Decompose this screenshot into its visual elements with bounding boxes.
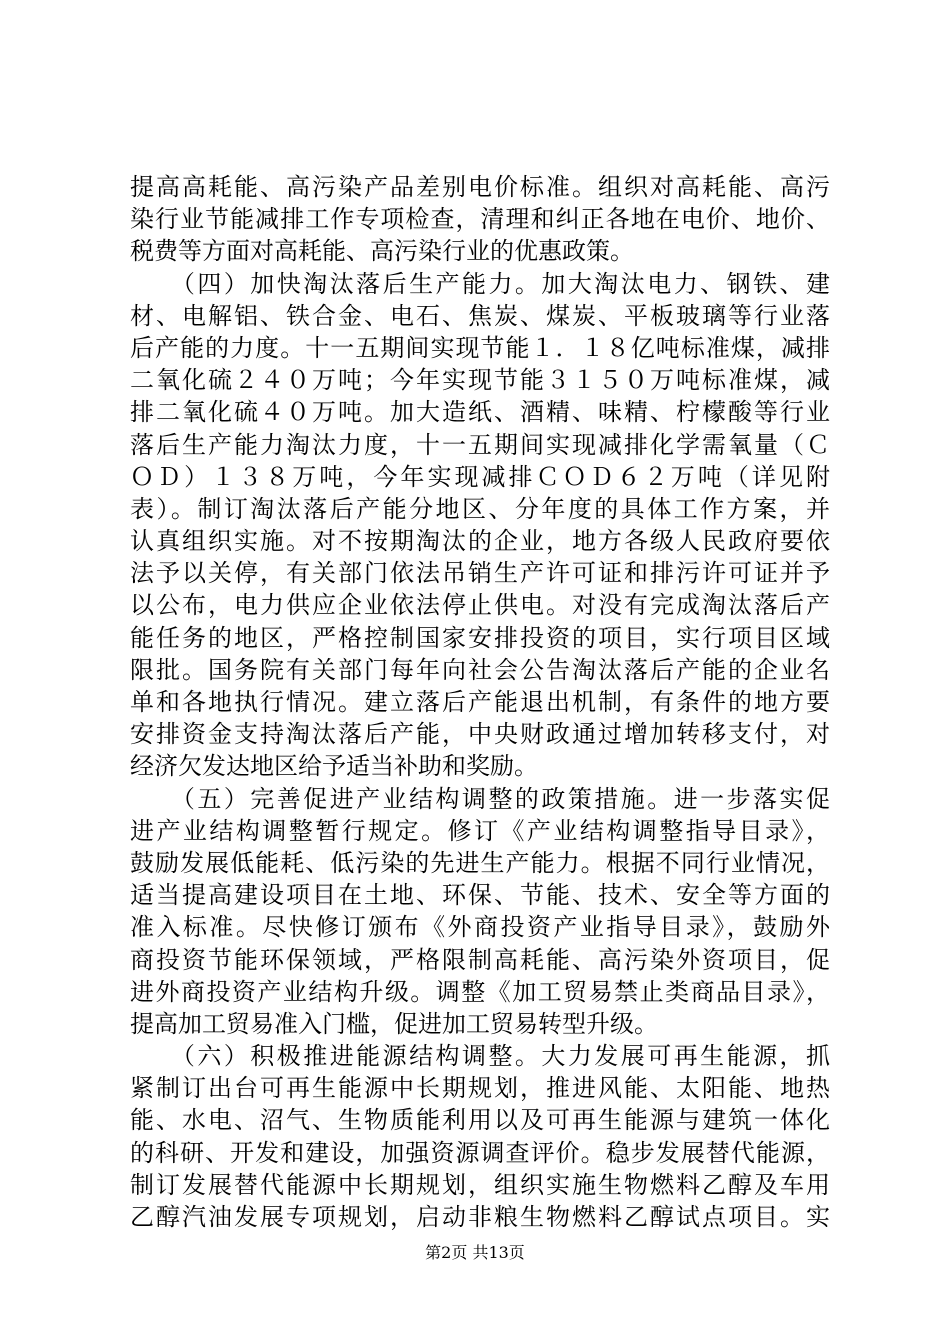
text-line: 后产能的力度。十一五期间实现节能１．１８亿吨标准煤，减排	[130, 333, 830, 362]
text-line: 以公布，电力供应企业依法停止供电。对没有完成淘汰落后产	[130, 591, 830, 620]
text-line: 法予以关停，有关部门依法吊销生产许可证和排污许可证并予	[130, 559, 830, 588]
text-line: ＯＤ）１３８万吨，今年实现减排ＣＯＤ６２万吨（详见附	[130, 462, 830, 491]
text-line: （六）积极推进能源结构调整。大力发展可再生能源，抓	[130, 1042, 830, 1071]
text-line: 落后生产能力淘汰力度，十一五期间实现减排化学需氧量（Ｃ	[130, 430, 830, 459]
text-line: 经济欠发达地区给予适当补助和奖励。	[130, 752, 538, 781]
text-line: 制订发展替代能源中长期规划，组织实施生物燃料乙醇及车用	[130, 1170, 830, 1199]
text-line: 材、电解铝、铁合金、电石、焦炭、煤炭、平板玻璃等行业落	[130, 301, 830, 330]
text-line: 提高加工贸易准入门槛，促进加工贸易转型升级。	[130, 1009, 658, 1038]
text-line: 的科研、开发和建设，加强资源调查评价。稳步发展替代能源，	[130, 1138, 830, 1167]
text-line: 适当提高建设项目在土地、环保、节能、技术、安全等方面的	[130, 881, 830, 910]
text-line: 排二氧化硫４０万吨。加大造纸、酒精、味精、柠檬酸等行业	[130, 398, 830, 427]
text-line: 税费等方面对高耗能、高污染行业的优惠政策。	[130, 237, 634, 266]
text-line: 能、水电、沼气、生物质能利用以及可再生能源与建筑一体化	[130, 1106, 830, 1135]
text-line: 单和各地执行情况。建立落后产能退出机制，有条件的地方要	[130, 688, 830, 716]
text-line: 进外商投资产业结构升级。调整《加工贸易禁止类商品目录》，	[130, 977, 830, 1006]
text-line: 提高高耗能、高污染产品差别电价标准。组织对高耗能、高污	[130, 173, 830, 201]
text-line: （五）完善促进产业结构调整的政策措施。进一步落实促	[130, 784, 830, 813]
text-line: （四）加快淘汰落后生产能力。加大淘汰电力、钢铁、建	[130, 269, 830, 298]
text-line: 鼓励发展低能耗、低污染的先进生产能力。根据不同行业情况，	[130, 848, 830, 877]
text-line: 二氧化硫２４０万吨；今年实现节能３１５０万吨标准煤，减	[130, 366, 830, 395]
text-line: 表）。制订淘汰落后产能分地区、分年度的具体工作方案，并	[130, 494, 830, 523]
text-line: 进产业结构调整暂行规定。修订《产业结构调整指导目录》，	[130, 816, 830, 845]
text-line: 乙醇汽油发展专项规划，启动非粮生物燃料乙醇试点项目。实	[130, 1203, 830, 1231]
body-text	[130, 171, 830, 1233]
text-line: 限批。国务院有关部门每年向社会公告淘汰落后产能的企业名	[130, 655, 830, 684]
text-line: 能任务的地区，严格控制国家安排投资的项目，实行项目区域	[130, 623, 830, 652]
text-line: 准入标准。尽快修订颁布《外商投资产业指导目录》，鼓励外	[130, 913, 830, 942]
text-line: 商投资节能环保领域，严格限制高耗能、高污染外资项目，促	[130, 945, 830, 974]
text-line: 染行业节能减排工作专项检查，清理和纠正各地在电价、地价、	[130, 205, 830, 234]
text-line: 安排资金支持淘汰落后产能，中央财政通过增加转移支付，对	[130, 720, 830, 749]
page-footer: 第2页 共13页	[425, 1243, 525, 1262]
text-line: 认真组织实施。对不按期淘汰的企业，地方各级人民政府要依	[130, 527, 830, 556]
text-line: 紧制订出台可再生能源中长期规划，推进风能、太阳能、地热	[130, 1074, 830, 1103]
